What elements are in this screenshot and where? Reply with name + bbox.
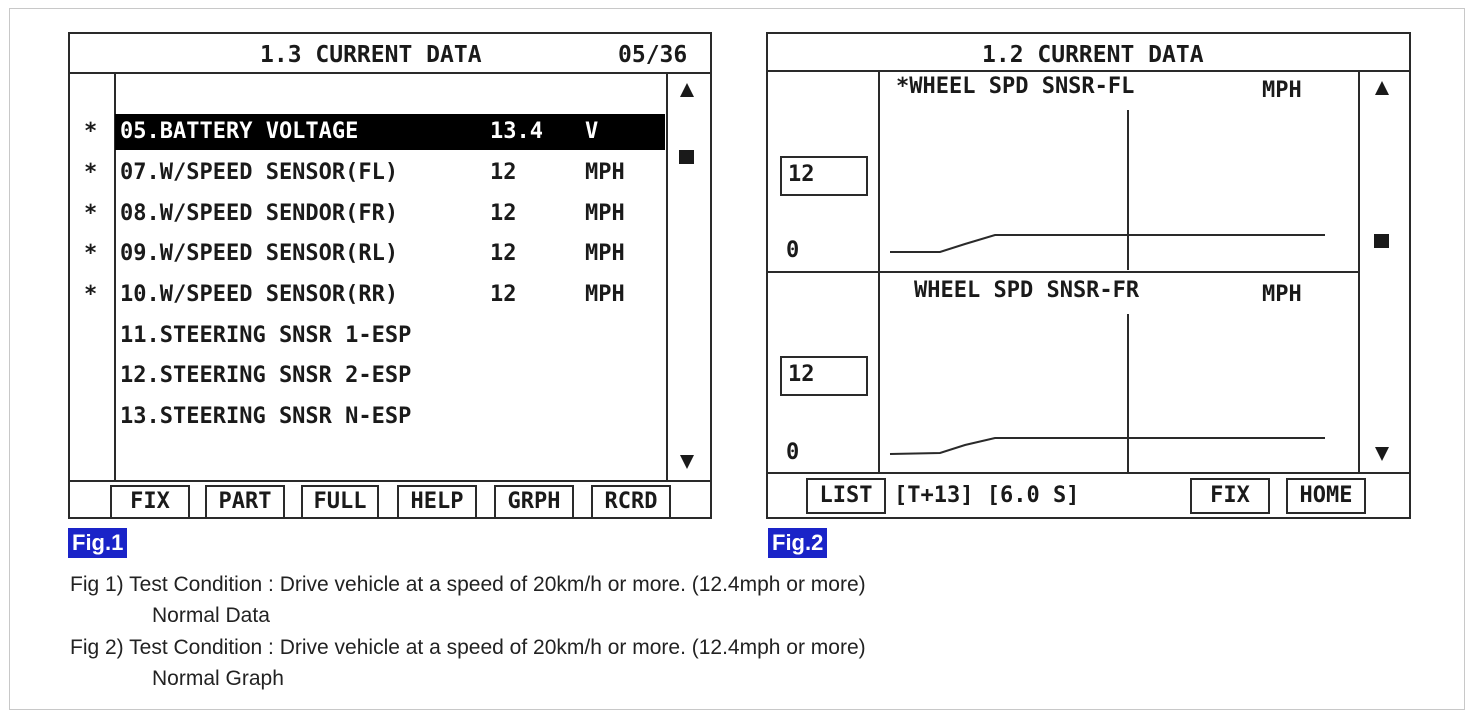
screen-title: 1.2 CURRENT DATA <box>982 42 1204 68</box>
scroll-column-divider <box>1358 70 1360 474</box>
item-name: 07.W/SPEED SENSOR(FL) <box>120 160 399 185</box>
data-list <box>70 114 670 444</box>
graph2-zero-label: 0 <box>786 440 800 465</box>
item-value: 13.4 <box>490 119 543 144</box>
scroll-thumb-icon[interactable] <box>1374 234 1389 248</box>
screen-title: 1.3 CURRENT DATA <box>260 42 482 68</box>
graph1-max-value: 12 <box>780 156 868 196</box>
list-item[interactable] <box>70 236 670 272</box>
graph2-trace <box>880 304 1358 474</box>
list-button[interactable]: LIST <box>806 478 886 514</box>
graph1-zero-label: 0 <box>786 238 800 263</box>
graph2-unit: MPH <box>1262 282 1302 307</box>
selected-marker: * <box>84 201 98 226</box>
graph2-max-value: 12 <box>780 356 868 396</box>
caption-fig2-condition: Fig 2) Test Condition : Drive vehicle at a speed of 20km/h or more. (12.4mph or more) <box>70 636 866 659</box>
list-item[interactable] <box>70 155 670 191</box>
record-button[interactable]: RCRD <box>591 485 671 519</box>
item-value: 12 <box>490 282 517 307</box>
scroll-thumb-icon[interactable] <box>679 150 694 164</box>
triangle-down-icon[interactable] <box>679 454 695 470</box>
full-button[interactable]: FULL <box>301 485 379 519</box>
caption-fig1-condition: Fig 1) Test Condition : Drive vehicle at a speed of 20km/h or more. (12.4mph or more) <box>70 573 866 596</box>
item-name: 12.STEERING SNSR 2-ESP <box>120 363 412 388</box>
current-data-graph-screen <box>766 32 1411 519</box>
footer-divider <box>768 472 1409 474</box>
graph1-unit: MPH <box>1262 78 1302 103</box>
list-item[interactable] <box>70 277 670 313</box>
triangle-up-icon[interactable] <box>1374 80 1390 96</box>
item-name: 13.STEERING SNSR N-ESP <box>120 404 412 429</box>
item-name: 05.BATTERY VOLTAGE <box>120 119 359 144</box>
graph-button[interactable]: GRPH <box>494 485 574 519</box>
triangle-down-icon[interactable] <box>1374 446 1390 462</box>
item-name: 10.W/SPEED SENSOR(RR) <box>120 282 399 307</box>
item-value: 12 <box>490 160 517 185</box>
fix-button[interactable]: FIX <box>110 485 190 519</box>
graph1-label: *WHEEL SPD SNSR-FL <box>896 74 1135 99</box>
item-unit: MPH <box>585 160 625 185</box>
graph1-signal-line <box>890 235 1325 252</box>
graph2-signal-line <box>890 438 1325 454</box>
list-item[interactable] <box>70 196 670 232</box>
fix-button[interactable]: FIX <box>1190 478 1270 514</box>
item-value: 12 <box>490 201 517 226</box>
footer-divider <box>70 480 710 482</box>
selected-marker: * <box>84 160 98 185</box>
selected-marker: * <box>84 241 98 266</box>
list-item[interactable] <box>70 318 670 354</box>
part-button[interactable]: PART <box>205 485 285 519</box>
figure-2-label: Fig.2 <box>768 528 827 558</box>
header-divider <box>70 72 710 74</box>
item-name: 11.STEERING SNSR 1-ESP <box>120 323 412 348</box>
time-readout: [T+13] [6.0 S] <box>894 483 1080 508</box>
item-unit: V <box>585 119 599 144</box>
figure-1-label: Fig.1 <box>68 528 127 558</box>
item-name: 09.W/SPEED SENSOR(RL) <box>120 241 399 266</box>
graph-divider <box>768 271 1358 273</box>
graph2-label: WHEEL SPD SNSR-FR <box>914 278 1140 303</box>
item-name: 08.W/SPEED SENDOR(FR) <box>120 201 399 226</box>
item-unit: MPH <box>585 282 625 307</box>
list-item[interactable] <box>70 114 670 150</box>
selected-marker: * <box>84 282 98 307</box>
caption-fig2-note: Normal Graph <box>152 667 284 690</box>
list-item[interactable] <box>70 358 670 394</box>
item-unit: MPH <box>585 201 625 226</box>
help-button[interactable]: HELP <box>397 485 477 519</box>
current-data-list-screen <box>68 32 712 519</box>
graph1-trace <box>880 104 1358 270</box>
item-value: 12 <box>490 241 517 266</box>
home-button[interactable]: HOME <box>1286 478 1366 514</box>
item-unit: MPH <box>585 241 625 266</box>
triangle-up-icon[interactable] <box>679 82 695 98</box>
selected-marker: * <box>84 119 98 144</box>
caption-fig1-note: Normal Data <box>152 604 270 627</box>
page-indicator: 05/36 <box>618 42 688 68</box>
list-item[interactable] <box>70 399 670 435</box>
